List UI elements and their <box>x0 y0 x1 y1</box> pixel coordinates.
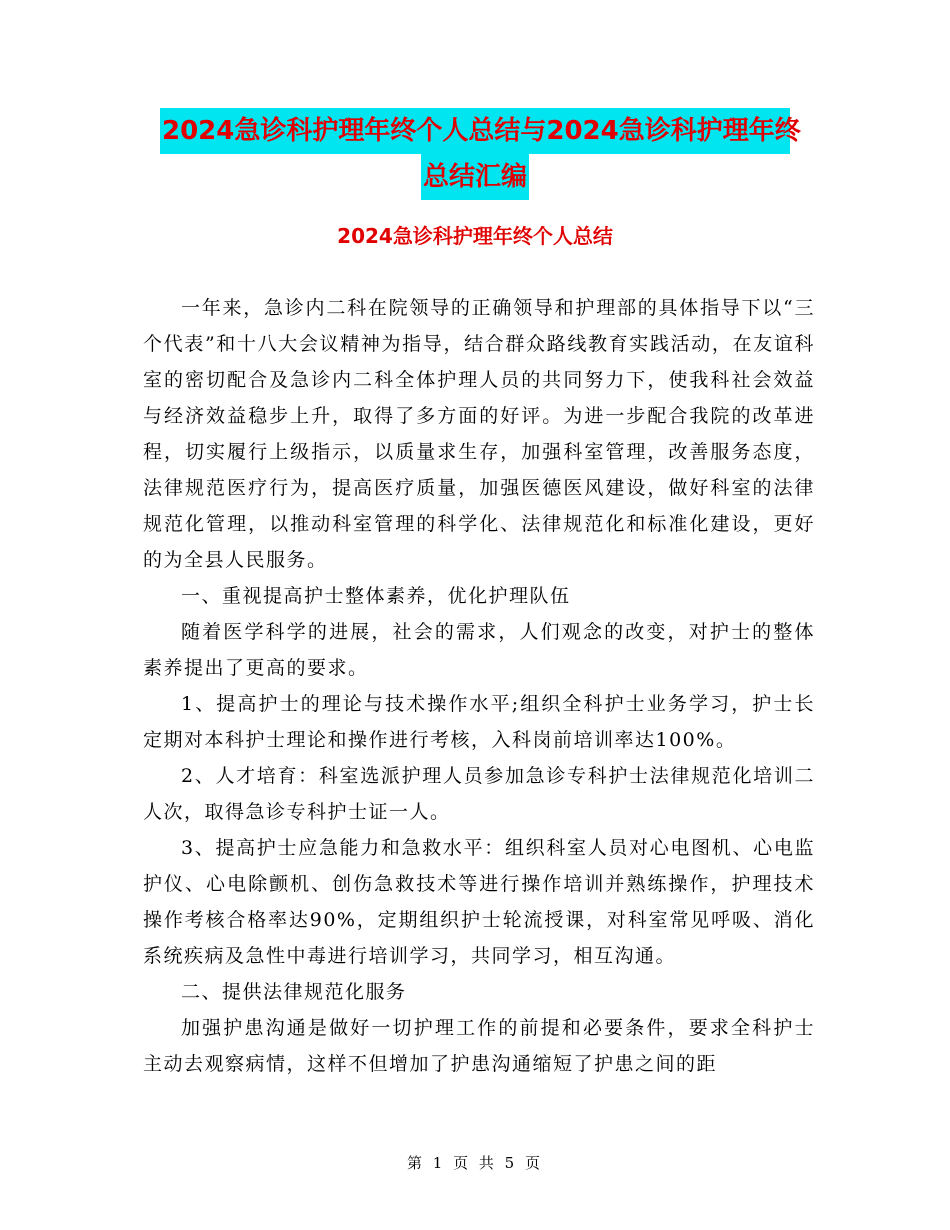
page-number-footer: 第 1 页 共 5 页 <box>407 1154 543 1172</box>
paragraph-item-3: 3、提高护士应急能力和急救水平：组织科室人员对心电图机、心电监护仪、心电除颤机、创伤急救技术等进行操作培训并熟练操作，护理技术操作考核合格率达90%，定期组织护士轮流授课，对科室常见呼吸、消化系统疾病及急性中毒进行培训学习，共同学习，相互沟通。 <box>143 837 815 967</box>
heading-section-2: 二、提供法律规范化服务 <box>181 981 407 1003</box>
paragraph-section-1-intro: 随着医学科学的进展，社会的需求，人们观念的改变，对护士的整体素养提出了更高的要求。 <box>143 621 815 679</box>
document-body <box>143 290 815 1082</box>
paragraph-intro: 一年来，急诊内二科在院领导的正确领导和护理部的具体指导下以“三个代表”和十八大会议精神为指导，结合群众路线教育实践活动，在友谊科室的密切配合及急诊内二科全体护理人员的共同努力下，使我科社会效益与经济效益稳步上升，取得了多方面的好评。为进一步配合我院的改革进程，切实履行上级指示，以质量求生存，加强科室管理，改善服务态度，法律规范医疗行为，提高医疗质量，加强医德医风建设，做好科室的法律规范化管理，以推动科室管理的科学化、法律规范化和标准化建设，更好的为全县人民服务。 <box>143 297 815 571</box>
heading-section-1: 一、重视提高护士整体素养，优化护理队伍 <box>181 585 571 607</box>
section-title: 2024急诊科护理年终个人总结 <box>337 224 613 248</box>
paragraph-item-1: 1、提高护士的理论与技术操作水平;组织全科护士业务学习，护士长定期对本科护士理论和操作进行考核，入科岗前培训率达100%。 <box>143 693 815 751</box>
paragraph-section-2-intro: 加强护患沟通是做好一切护理工作的前提和必要条件，要求全科护士主动去观察病情，这样不但增加了护患沟通缩短了护患之间的距 <box>143 1017 815 1075</box>
paragraph-item-2: 2、人才培育：科室选派护理人员参加急诊专科护士法律规范化培训二人次，取得急诊专科护士证一人。 <box>143 765 815 823</box>
document-title-line-1: 2024急诊科护理年终个人总结与2024急诊科护理年终 <box>160 108 790 154</box>
document-title <box>0 108 950 200</box>
document-title-line-2: 总结汇编 <box>421 154 529 200</box>
